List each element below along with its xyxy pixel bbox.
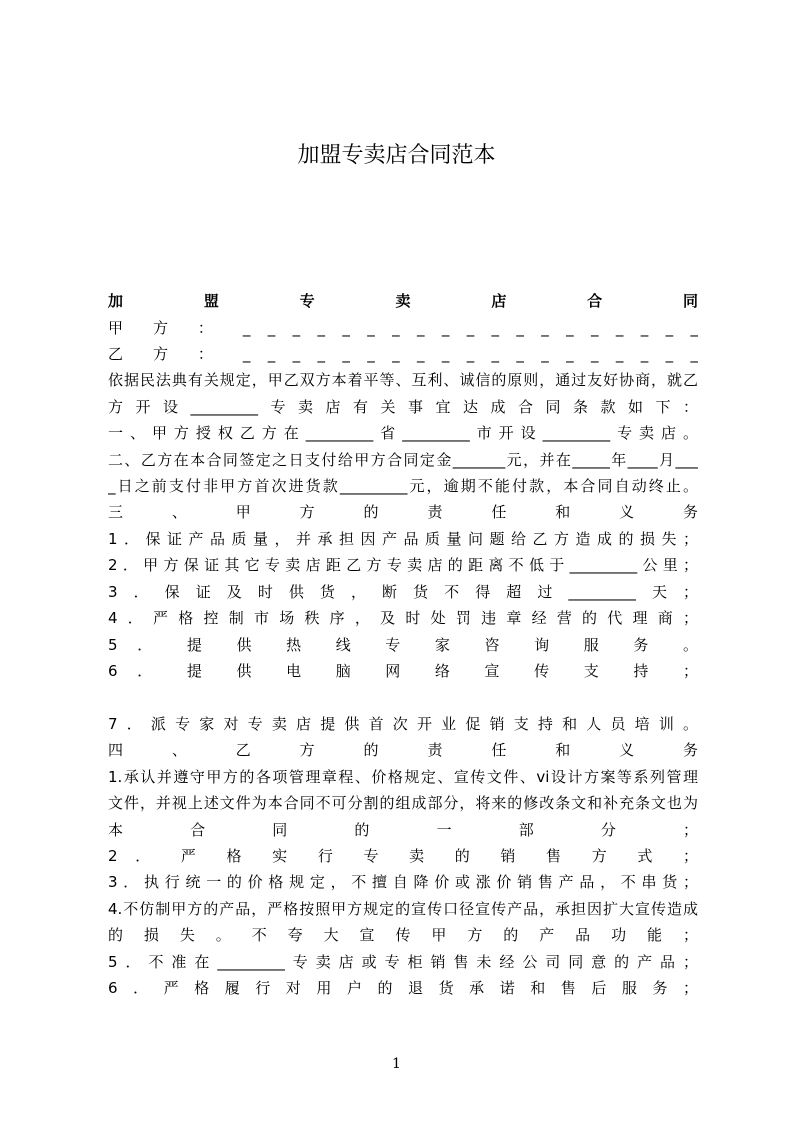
contract-heading: 加 盟 专 卖 店 合 同 bbox=[108, 292, 698, 310]
party-b-line: 乙 方 ： _ _ _ _ _ _ _ _ _ _ _ _ _ _ _ _ _ _ _ bbox=[108, 345, 698, 363]
preamble-line: 依据民法典有关规定，甲乙双方本着平等、互利、诚信的原则，通过友好协商，就乙 bbox=[108, 371, 698, 389]
list-item: 1.承认并遵守甲方的各项管理章程、价格规定、宣传文件、vi设计方案等系列管理 bbox=[108, 768, 698, 786]
page-number: 1 bbox=[392, 1056, 401, 1072]
clause-line: _日之前支付非甲方首次进货款_________元，逾期不能付款，本合同自动终止。 bbox=[108, 477, 698, 495]
list-item: 4．严格控制市场秩序，及时处罚违章经营的代理商； bbox=[108, 609, 698, 627]
list-item: 本 合 同 的 一 部 分 ； bbox=[108, 821, 698, 839]
list-item: 1．保证产品质量，并承担因产品质量问题给乙方造成的损失； bbox=[108, 530, 698, 548]
clause-line: 二、乙方在本合同签定之日支付给甲方合同定金_______元，并在_____年____月___ bbox=[108, 451, 698, 469]
document-title: 加盟专卖店合同范本 bbox=[297, 143, 496, 168]
list-item: 7．派专家对专卖店提供首次开业促销支持和人员培训。 bbox=[108, 715, 698, 733]
list-item: 3．保证及时供货，断货不得超过_________天； bbox=[108, 583, 698, 601]
section-heading: 四 、 乙 方 的 责 任 和 义 务 bbox=[108, 741, 698, 759]
list-item: 2 ． 严 格 实 行 专 卖 的 销 售 方 式 ； bbox=[108, 847, 698, 865]
list-item: 的损失。不夸大宣传甲方的产品功能； bbox=[108, 926, 698, 944]
list-item: 5 ． 提 供 热 线 专 家 咨 询 服 务 。 bbox=[108, 636, 698, 654]
party-a-line: 甲 方 ： _ _ _ _ _ _ _ _ _ _ _ _ _ _ _ _ _ _ _ bbox=[108, 319, 698, 337]
list-item: 6．严格履行对用户的退货承诺和售后服务； bbox=[108, 979, 698, 997]
list-item: 2．甲方保证其它专卖店距乙方专卖店的距离不低于_________公里； bbox=[108, 556, 698, 574]
list-item: 6 ． 提 供 电 脑 网 络 宣 传 支 持 ； bbox=[108, 662, 698, 680]
list-item: 文件，并视上述文件为本合同不可分割的组成部分，将来的修改条文和补充条文也为 bbox=[108, 794, 698, 812]
list-item: 5．不准在_________专卖店或专柜销售未经公司同意的产品； bbox=[108, 953, 698, 971]
list-item: 4.不仿制甲方的产品，严格按照甲方规定的宣传口径宣传产品，承担因扩大宣传造成 bbox=[108, 900, 698, 918]
clause-line: 一、甲方授权乙方在_________省_________市开设_________专卖店。 bbox=[108, 424, 698, 442]
preamble-line: 方开设_________专卖店有关事宜达成合同条款如下： bbox=[108, 398, 698, 416]
section-heading: 三 、 甲 方 的 责 任 和 义 务 bbox=[108, 503, 698, 521]
list-item: 3．执行统一的价格规定，不擅自降价或涨价销售产品，不串货； bbox=[108, 873, 698, 891]
